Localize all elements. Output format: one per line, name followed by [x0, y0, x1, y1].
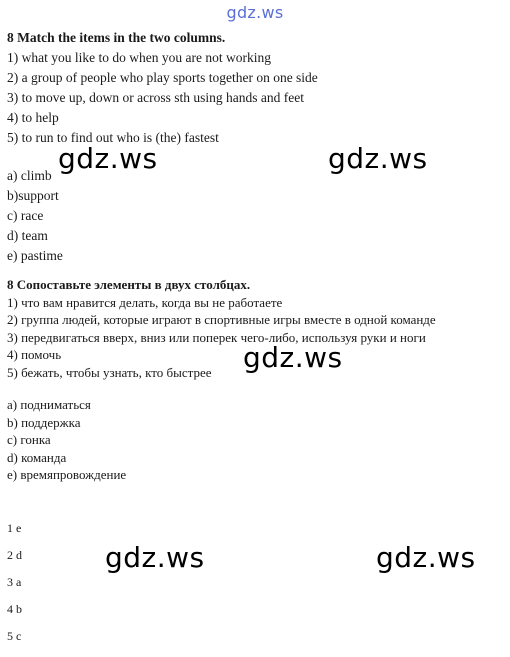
match-item: 3) to move up, down or across sth using hands and feet — [7, 90, 304, 105]
match-item: 2) a group of people who play sports together on one side — [7, 70, 318, 85]
english-exercise — [7, 28, 318, 148]
match-item: 5) бежать, чтобы узнать, кто быстрее — [7, 364, 212, 380]
answer-item: 5 c — [7, 629, 22, 643]
exercise-heading: 8 Match the items in the two columns. — [7, 30, 226, 45]
option-item: d) team — [7, 228, 48, 243]
option-item: e) pastime — [7, 248, 63, 263]
answer-item: 2 d — [7, 548, 22, 562]
option-item: d) команда — [7, 449, 67, 465]
option-item: с) гонка — [7, 432, 51, 447]
match-item: 4) помочь — [7, 347, 62, 362]
exercise-heading: 8 Сопоставьте элементы в двух столбцах. — [7, 277, 251, 292]
site-logo[interactable]: gdz.ws — [226, 3, 284, 22]
english-options — [7, 166, 63, 266]
option-item: b) поддержка — [7, 414, 81, 430]
answer-item: 4 b — [7, 602, 22, 616]
option-item: а) подниматься — [7, 397, 91, 412]
match-item: 1) что вам нравится делать, когда вы не работаете — [7, 294, 283, 310]
answer-item: 1 e — [7, 521, 22, 535]
watermark: gdz.ws — [376, 541, 476, 574]
match-item: 5) to run to find out who is (the) fastest — [7, 130, 219, 145]
option-item: a) climb — [7, 168, 52, 183]
match-item: 4) to help — [7, 110, 59, 125]
watermark: gdz.ws — [58, 142, 158, 175]
option-item: c) race — [7, 208, 44, 223]
match-item: 2) группа людей, которые играют в спортивные игры вместе в одной команде — [7, 312, 436, 327]
option-item: е) времяпровождение — [7, 467, 127, 482]
watermark: gdz.ws — [105, 541, 205, 574]
match-item: 3) передвигаться вверх, вниз или поперек чего-либо, используя руки и ноги — [7, 329, 426, 345]
watermark: gdz.ws — [328, 142, 428, 175]
watermark: gdz.ws — [243, 341, 343, 374]
russian-options — [7, 396, 126, 484]
option-item: b)support — [7, 188, 59, 203]
answer-item: 3 a — [7, 575, 22, 589]
answer-key — [7, 518, 22, 653]
match-item: 1) what you like to do when you are not working — [7, 50, 271, 65]
russian-exercise — [7, 276, 436, 381]
